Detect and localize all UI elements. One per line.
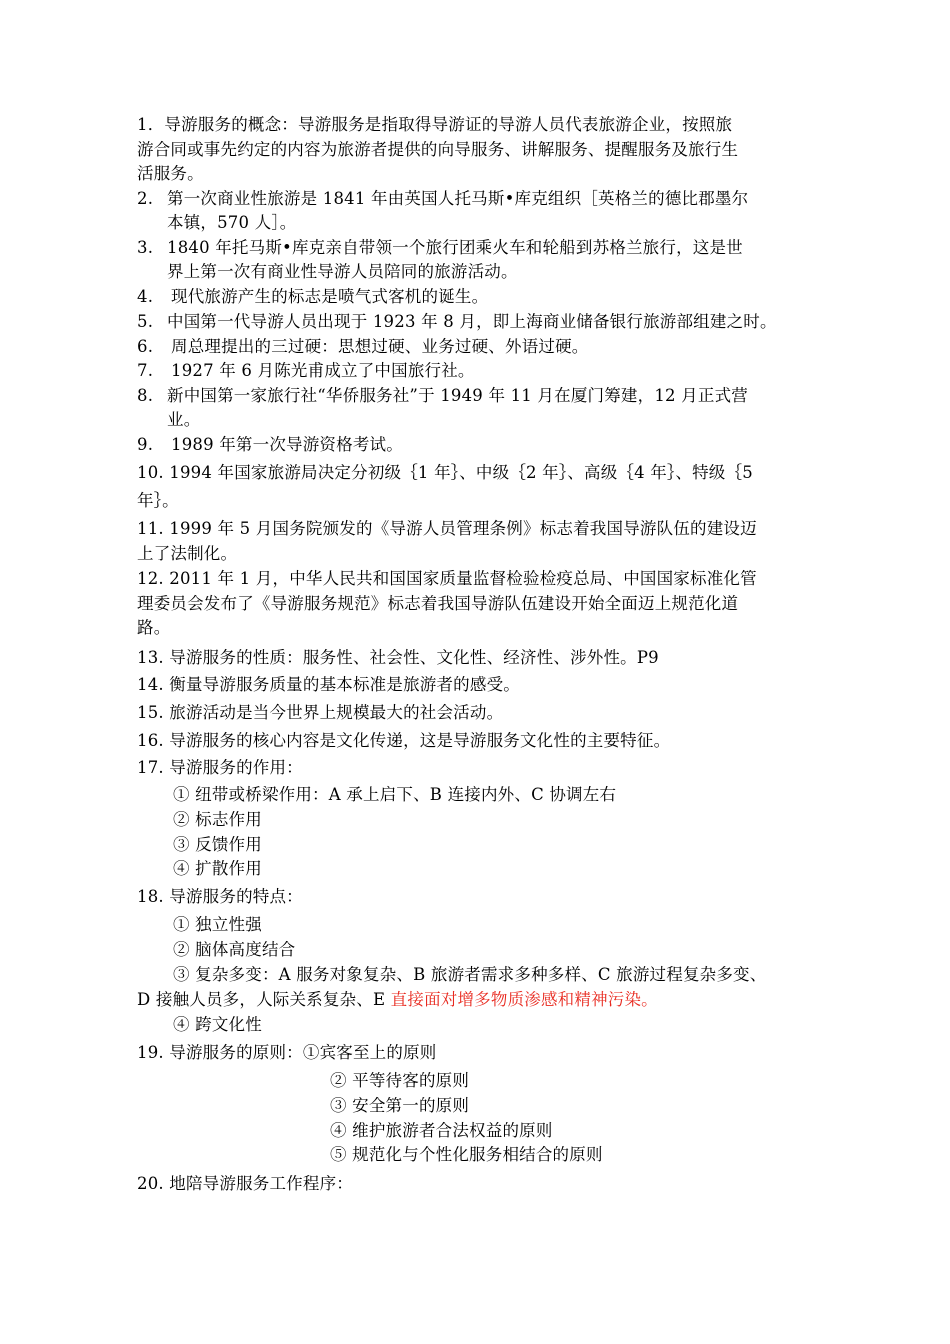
item-12-line-1: 12. 2011 年 1 月，中华人民共和国国家质量监督检验检疫总局、中国国家标准化管: [137, 569, 757, 588]
item-6-number: 6.: [137, 337, 154, 356]
item-12-line-3: 路。: [137, 618, 171, 637]
item-10-line-1: 10. 1994 年国家旅游局决定分初级｛1 年｝、中级｛2 年｝、高级｛4 年｝、特级｛5: [137, 463, 753, 482]
principle-item: ③ 安全第一的原则: [330, 1096, 470, 1115]
item-14-text: 14. 衡量导游服务质量的基本标准是旅游者的感受。: [137, 675, 520, 694]
item-1-line-3: 活服务。: [137, 164, 204, 183]
feature-item: ① 独立性强: [173, 915, 262, 934]
item-9-text: 1989 年第一次导游资格考试。: [171, 435, 403, 454]
principle-item: ② 平等待客的原则: [330, 1071, 470, 1090]
item-20-text: 20. 地陪导游服务工作程序：: [137, 1174, 353, 1193]
feature-item: ④ 跨文化性: [173, 1015, 262, 1034]
item-10-line-2: 年｝。: [137, 491, 179, 510]
item-1-line-1: 1．导游服务的概念：导游服务是指取得导游证的导游人员代表旅游企业，按照旅: [137, 115, 733, 134]
function-item: ① 纽带或桥梁作用：A 承上启下、B 连接内外、C 协调左右: [173, 785, 617, 804]
principle-item: ④ 维护旅游者合法权益的原则: [330, 1121, 553, 1140]
item-4-text: 现代旅游产生的标志是喷气式客机的诞生。: [171, 287, 489, 306]
feature-item-continuation: [137, 990, 658, 1010]
item-3-line-1: 1840 年托马斯•库克亲自带领一个旅行团乘火车和轮船到苏格兰旅行，这是世: [167, 238, 743, 257]
item-15-text: 15. 旅游活动是当今世界上规模最大的社会活动。: [137, 703, 504, 722]
feature-item: ③ 复杂多变：A 服务对象复杂、B 旅游者需求多种多样、C 旅游过程复杂多变、: [173, 965, 767, 984]
item-11-line-2: 上了法制化。: [137, 544, 238, 563]
item-2-line-2: 本镇，570 人］。: [167, 213, 297, 232]
item-6-text: 周总理提出的三过硬：思想过硬、业务过硬、外语过硬。: [171, 337, 589, 356]
feature-text: D 接触人员多，人际关系复杂、E: [137, 990, 391, 1009]
item-16-text: 16. 导游服务的核心内容是文化传递，这是导游服务文化性的主要特征。: [137, 731, 671, 750]
item-2-line-1: 第一次商业性旅游是 1841 年由英国人托马斯•库克组织［英格兰的德比郡墨尔: [167, 189, 749, 208]
item-18-text: 18. 导游服务的特点：: [137, 887, 303, 906]
item-9-number: 9.: [137, 435, 154, 454]
item-8-line-2: 业。: [167, 410, 201, 429]
item-12-line-2: 理委员会发布了《导游服务规范》标志着我国导游队伍建设开始全面迈上规范化道: [137, 594, 739, 613]
item-1-line-2: 游合同或事先约定的内容为旅游者提供的向导服务、讲解服务、提醒服务及旅行生: [137, 140, 739, 159]
item-3-number: 3.: [137, 238, 154, 257]
item-8-line-1: 新中国第一家旅行社“华侨服务社”于 1949 年 11 月在厦门筹建，12 月正式营: [167, 386, 748, 405]
item-7-number: 7.: [137, 361, 154, 380]
feature-item: ② 脑体高度结合: [173, 940, 296, 959]
item-4-number: 4.: [137, 287, 154, 306]
item-17-text: 17. 导游服务的作用：: [137, 758, 303, 777]
item-8-number: 8.: [137, 386, 154, 405]
item-19-text: 19. 导游服务的原则：①宾客至上的原则: [137, 1043, 437, 1062]
principle-item: ⑤ 规范化与个性化服务相结合的原则: [330, 1145, 603, 1164]
item-5-text: 中国第一代导游人员出现于 1923 年 8 月，即上海商业储备银行旅游部组建之时。: [167, 312, 777, 331]
function-item: ② 标志作用: [173, 810, 262, 829]
item-3-line-2: 界上第一次有商业性导游人员陪同的旅游活动。: [167, 262, 518, 281]
highlighted-feature-text: 直接面对增多物质渗感和精神污染。: [390, 990, 658, 1009]
item-13-text: 13. 导游服务的性质：服务性、社会性、文化性、经济性、涉外性。P9: [137, 648, 659, 667]
item-2-number: 2.: [137, 189, 154, 208]
function-item: ④ 扩散作用: [173, 859, 262, 878]
item-11-line-1: 11. 1999 年 5 月国务院颁发的《导游人员管理条例》标志着我国导游队伍的建设迈: [137, 519, 757, 538]
item-5-number: 5.: [137, 312, 154, 331]
function-item: ③ 反馈作用: [173, 835, 262, 854]
item-7-text: 1927 年 6 月陈光甫成立了中国旅行社。: [171, 361, 475, 380]
